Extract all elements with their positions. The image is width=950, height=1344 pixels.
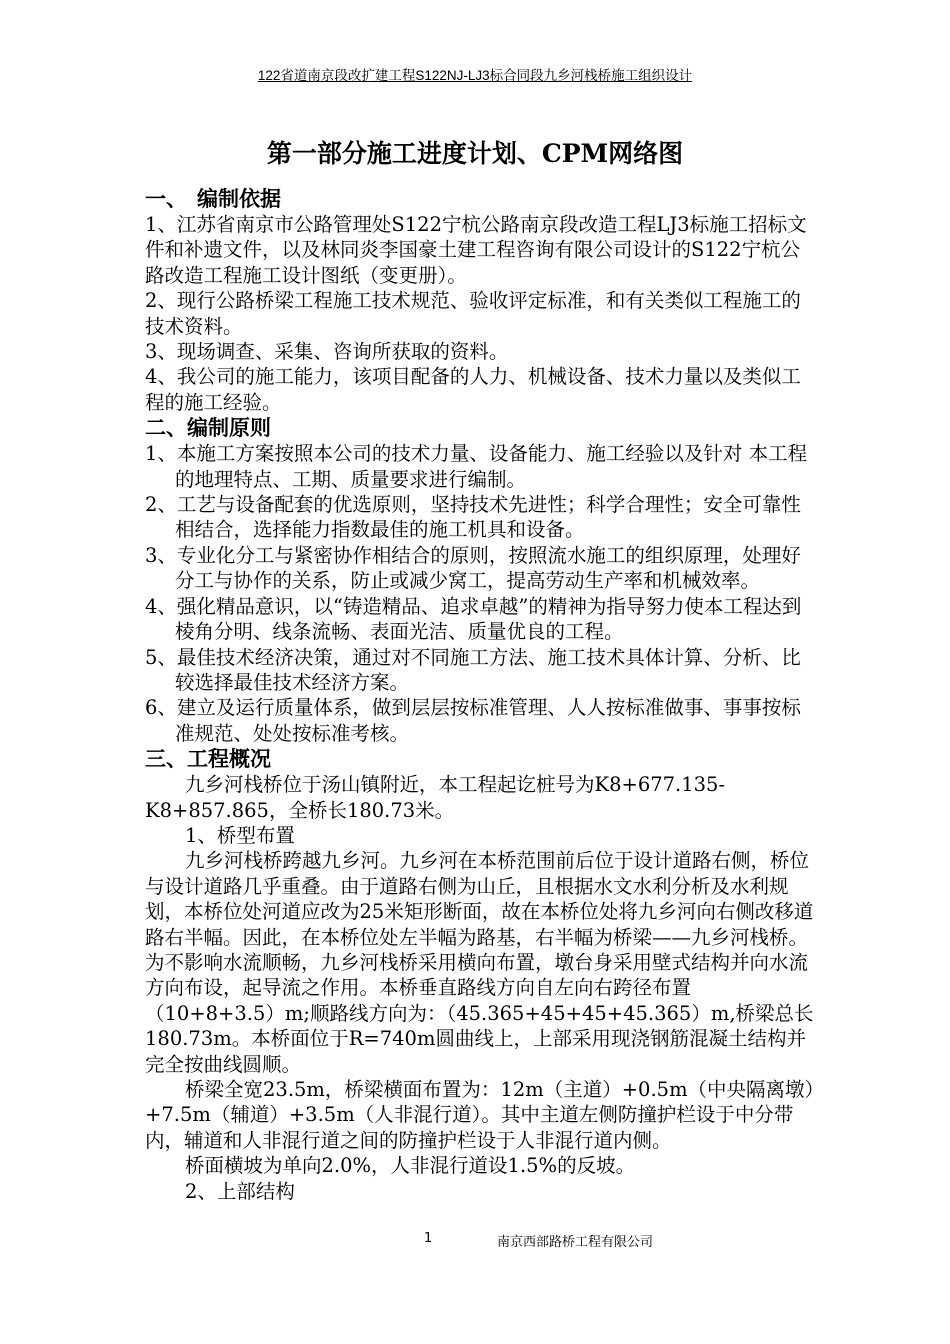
list-item: 6、建立及运行质量体系，做到层层按标准管理、人人按标准做事、事事按标准规范、处处按标准考核。 <box>145 696 801 745</box>
list-item: 2、现行公路桥梁工程施工技术规范、验收评定标准，和有关类似工程施工的技术资料。 <box>145 289 801 338</box>
paragraph: 九乡河栈桥跨越九乡河。九乡河在本桥范围前后位于设计道路右侧，桥位与设计道路几乎重叠。由于道路右侧为山丘，且根据水文水利分析及水利规划，本桥位处河道应改为25米矩形断面，故在本桥位处将九乡河向右侧改移道路右半幅。因此，在本桥位处左半幅为路基，右半幅为桥梁——九乡河栈桥。为不影响水流顺畅，九乡河栈桥采用横向布置，墩台身采用壁式结构并向水流方向布设，起导流之作用。本桥垂直路线方向自左向右跨径布置（10+8+3.5）m;顺路线方向为：（45.365+45+45+45.365）m,桥梁总长180.73m。本桥面位于R=740m圆曲线上，上部采用现浇钢筋混凝土结构并完全按曲线圆顺。 <box>145 849 814 1076</box>
list-item: 3、专业化分工与紧密协作相结合的原则，按照流水施工的组织原理，处理好分工与协作的关系，防止或减少窝工，提高劳动生产率和机械效率。 <box>145 543 801 593</box>
subsection-heading: 1、桥型布置 <box>185 823 295 847</box>
subsection-heading: 2、上部结构 <box>185 1179 295 1203</box>
section-heading <box>145 186 815 212</box>
footer-company: 南京西部路桥工程有限公司 <box>497 1235 654 1250</box>
page-number: 1 <box>424 1231 433 1246</box>
page-header <box>0 64 950 84</box>
section-heading: 二、编制原则 <box>145 415 271 441</box>
section-heading: 三、工程概况 <box>145 746 271 772</box>
section-number: 一、 <box>145 186 187 211</box>
paragraph: 桥梁全宽23.5m，桥梁横面布置为：12m（主道）+0.5m（中央隔离墩）+7.5m（辅道）+3.5m（人非混行道）。其中主道左侧防撞护栏设于中分带内，辅道和人非混行道之间的防撞护栏设于人非混行道内侧。 <box>145 1078 815 1152</box>
header-text: 122省道南京段改扩建工程S122NJ-LJ3标合同段九乡河栈桥施工组织设计 <box>257 68 693 83</box>
paragraph: 桥面横坡为单向2.0%，人非混行道设1.5%的反坡。 <box>185 1154 636 1178</box>
page-title: 第一部分施工进度计划、CPM网络图 <box>266 139 684 168</box>
section-title: 编制依据 <box>197 186 281 211</box>
list-item: 5、最佳技术经济决策，通过对不同施工方法、施工技术具体计算、分析、比较选择最佳技术经济方案。 <box>145 645 801 694</box>
document-body <box>145 186 815 1204</box>
list-item: 3、现场调查、采集、咨询所获取的资料。 <box>145 340 509 364</box>
list-item: 4、我公司的施工能力，该项目配备的人力、机械设备、技术力量以及类似工程的施工经验。 <box>145 365 801 414</box>
list-item: 4、强化精品意识，以“铸造精品、追求卓越”的精神为指导努力使本工程达到棱角分明、线条流畅、表面光洁、质量优良的工程。 <box>145 594 802 644</box>
paragraph: 九乡河栈桥位于汤山镇附近，本工程起讫桩号为K8+677.135-K8+857.865，全桥长180.73米。 <box>145 773 726 822</box>
list-item: 2、工艺与设备配套的优选原则，坚持技术先进性；科学合理性；安全可靠性相结合，选择能力指数最佳的施工机具和设备。 <box>145 493 801 542</box>
list-item: 1、本施工方案按照本公司的技术力量、设备能力、施工经验以及针对 本工程的地理特点、工期、质量要求进行编制。 <box>145 442 808 491</box>
list-item: 1、江苏省南京市公路管理处S122宁杭公路南京段改造工程LJ3标施工招标文件和补遗文件，以及林同炎李国豪土建工程咨询有限公司设计的S122宁杭公路改造工程施工设计图纸（变更册）。 <box>145 213 807 287</box>
